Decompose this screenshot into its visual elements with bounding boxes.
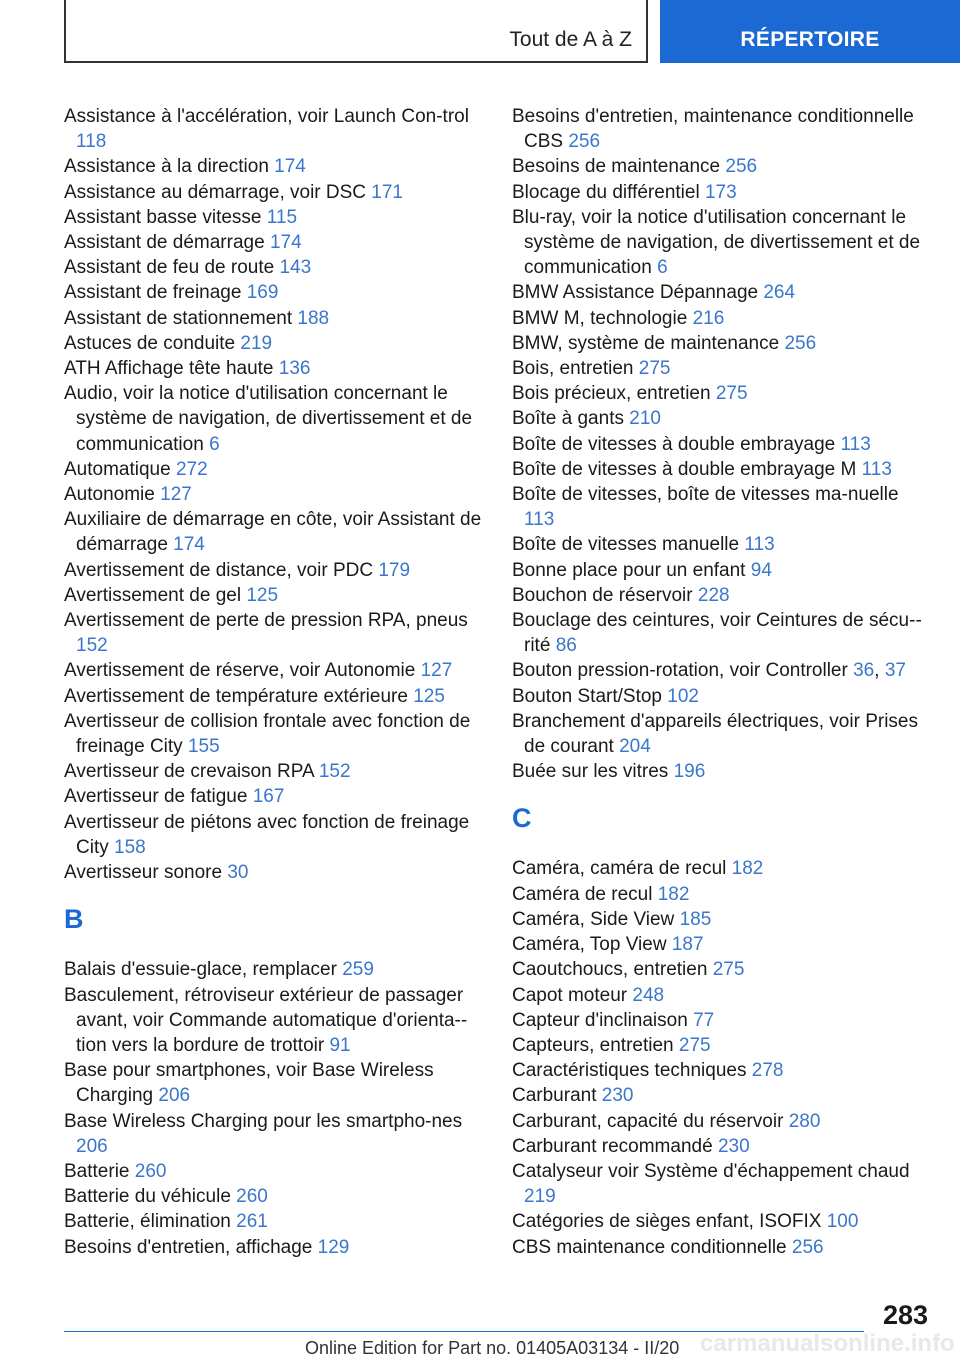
index-entry [512,482,927,532]
index-entry-term: Boîte de vitesses, boîte de vitesses ma-nuelle [512,484,899,506]
index-entry [512,1083,927,1108]
index-entry-term: ATH Affichage tête haute [64,358,279,380]
index-entry-term: BMW, système de maintenance [512,332,785,354]
index-entry [64,784,484,809]
index-entry-term: Capteurs, entretien [512,1034,679,1056]
index-entry [64,1235,484,1260]
index-entry [512,1033,927,1058]
index-entry-term: Besoins d'entretien, affichage [64,1236,318,1258]
index-entry-term: Bouton pression-rotation, voir Controller [512,660,854,682]
index-entry-term: BMW M, technologie [512,307,693,329]
index-entry-term: Carburant [512,1085,602,1107]
page-reference-link[interactable]: 256 [568,131,601,153]
index-entry-term: Base Wireless Charging pour les smartpho-nes [64,1110,463,1132]
page-reference-link[interactable]: 127 [160,484,192,506]
index-entry [64,255,484,280]
index-entry-term: Assistance à l'accélération, voir Launch Con-trol [64,106,469,127]
index-entry [512,957,927,982]
page-reference-link[interactable]: 174 [173,534,205,556]
page-reference-link[interactable]: 91 [329,1034,351,1056]
index-column-right [512,104,927,1260]
index-entry [64,230,484,255]
page-reference-link[interactable]: 275 [678,1034,711,1056]
index-entry-term: Bouchon de réservoir [512,584,698,606]
page-reference-link[interactable]: 278 [751,1060,784,1082]
index-entry [64,759,484,784]
page-reference-link[interactable]: 210 [629,408,661,430]
index-entry [512,381,927,406]
index-entry-term: Caméra, Side View [512,908,680,930]
index-entry [512,180,927,205]
page-reference-link[interactable]: 260 [236,1186,268,1208]
index-entry-term: Caméra de recul [512,883,658,905]
page-reference-link[interactable]: 30 [227,862,249,884]
index-entry [512,306,927,331]
page-number: 283 [882,1300,928,1330]
index-entry-term: Base pour smartphones, voir Base Wireless Charging [64,1060,434,1107]
index-entry-term: Avertisseur de collision frontale avec fonction de freinage City [64,710,471,758]
page-reference-link[interactable]: 6 [209,433,220,455]
index-entry-term: Besoins de maintenance [512,156,726,178]
index-entry [64,180,484,205]
page-reference-link[interactable]: 185 [679,908,712,930]
page-reference-link[interactable]: 272 [175,458,208,480]
index-entry [64,154,484,179]
index-entry-term: Blu-ray, voir la notice d'utilisation concernant le système de navigation, de divertissement et de communication [512,206,921,279]
page-reference-link[interactable]: 37 [884,660,906,682]
index-entry-term: Avertissement de température extérieure [64,685,414,707]
index-entry [512,457,927,482]
page-reference-link[interactable]: 280 [788,1110,821,1132]
index-entry-term: Batterie, élimination [64,1211,237,1233]
index-letter-heading: B [64,904,84,935]
page-reference-link[interactable]: 125 [246,584,279,606]
tab-repertoire[interactable]: RÉPERTOIRE [740,28,880,51]
index-entry [64,356,484,381]
header-tab-box[interactable] [660,0,960,63]
page-reference-link[interactable]: 206 [158,1085,191,1107]
index-entry-term: Carburant, capacité du réservoir [512,1110,789,1132]
index-entry-term: Capteur d'inclinaison [512,1009,694,1031]
index-entry [64,709,484,759]
index-entry [512,1159,927,1209]
index-entry [64,1159,484,1184]
page-reference-link[interactable]: 219 [240,332,273,354]
index-entry [512,1058,927,1083]
index-entry [512,532,927,557]
index-entry [512,406,927,431]
index-entry [512,583,927,608]
page-reference-link[interactable]: 179 [378,559,411,581]
page-reference-link[interactable]: 100 [826,1211,859,1233]
index-entry [64,860,484,885]
index-entry [64,1209,484,1234]
index-entry-term: Batterie [64,1160,135,1182]
index-entry [512,709,927,759]
page-reference-link[interactable]: 216 [692,307,725,329]
page-reference-link[interactable]: 136 [278,358,311,380]
page-reference-link[interactable]: 174 [274,156,306,178]
page-reference-link[interactable]: 260 [134,1160,167,1182]
index-entry [512,1235,927,1260]
page-reference-link[interactable]: 113 [840,433,871,455]
page-reference-link[interactable]: 230 [717,1135,750,1157]
index-entry [512,759,927,784]
page-reference-link[interactable]: 188 [297,307,330,329]
index-entry [512,154,927,179]
index-entry-term: Caractéristiques techniques [512,1060,752,1082]
index-entry-term: Avertissement de gel [64,584,247,606]
index-letter-heading: C [512,803,532,834]
index-entry-term: Blocage du différentiel [512,181,705,203]
page-reference-link[interactable]: 275 [712,959,745,981]
page-reference-link[interactable]: 261 [236,1211,268,1233]
index-entry [512,104,927,154]
index-entry [512,907,927,932]
index-entry [64,280,484,305]
page-reference-link[interactable]: 152 [318,761,351,783]
header-section-box [64,0,648,63]
footer-edition: Online Edition for Part no. 01405A03134 - II/20 [305,1338,680,1358]
page-reference-link[interactable]: 143 [279,257,312,279]
page-reference-link[interactable]: 127 [420,660,453,682]
index-entry-term: Bouclage des ceintures, voir Ceintures de sécu-rité [512,610,922,657]
page-reference-link[interactable]: 196 [673,761,706,783]
index-entry-term: Assistant basse vitesse [64,206,267,228]
index-entry-term: Bois, entretien [512,358,639,380]
index-entry-term: Assistant de stationnement [64,307,298,329]
page-reference-link[interactable]: 113 [744,534,775,556]
page-reference-link[interactable]: 158 [114,836,146,858]
page-reference-link[interactable]: 118 [76,131,107,153]
index-entry [512,882,927,907]
page-reference-link[interactable]: 187 [671,934,704,956]
page-reference-link[interactable]: 264 [763,282,796,304]
index-entry [64,583,484,608]
index-entry [64,482,484,507]
index-entry-term: Catégories de sièges enfant, ISOFIX [512,1211,827,1233]
page-reference-link[interactable]: 155 [187,736,220,758]
page-reference-link[interactable]: 182 [731,858,764,880]
index-entry-term: Auxiliaire de démarrage en côte, voir Assistant de démarrage [64,509,482,556]
index-entry-term: Avertissement de distance, voir PDC [64,559,379,581]
page-reference-link[interactable]: 256 [725,156,758,178]
page-reference-link[interactable]: 230 [601,1085,634,1107]
index-entry [64,658,484,683]
index-entry-term: Batterie du véhicule [64,1186,237,1208]
index-entry [512,983,927,1008]
section-title: Tout de A à Z [509,28,632,51]
watermark: carmanualsonline.info [700,1330,955,1357]
page-reference-link[interactable]: 115 [266,206,298,228]
index-entry [512,205,927,281]
index-entry [64,104,484,154]
index-entry-term: Boîte à gants [512,408,630,430]
index-entry-term: Carburant recommandé [512,1135,718,1157]
index-entry [64,306,484,331]
index-entry-term: Assistant de feu de route [64,257,280,279]
index-entry-term: Assistant de freinage [64,282,247,304]
index-entry [64,205,484,230]
index-entry [512,280,927,305]
page-reference-link[interactable]: 171 [371,181,403,203]
page-reference-link[interactable]: 36 [853,660,875,682]
index-entry [512,932,927,957]
index-entry-term: Autonomie [64,484,161,506]
index-entry-term: Caoutchoucs, entretien [512,959,713,981]
index-entry-term: Avertisseur sonore [64,862,228,884]
page-reference-link[interactable]: 167 [252,786,285,808]
index-entry [64,1058,484,1108]
index-entry-term: Avertissement de réserve, voir Autonomie [64,660,421,682]
index-entry [512,684,927,709]
index-column-left [64,104,484,1260]
page-reference-link[interactable]: 152 [76,635,108,657]
index-entry-term: Avertisseur de fatigue [64,786,253,808]
page-reference-link[interactable]: 259 [342,959,374,981]
page-reference-link[interactable]: 77 [693,1009,715,1031]
index-entry [64,331,484,356]
page-reference-link[interactable]: 129 [317,1236,350,1258]
index-entry [64,684,484,709]
page-reference-link[interactable]: 219 [524,1186,556,1208]
index-entry [512,1008,927,1033]
page-reference-link[interactable]: 228 [697,584,730,606]
index-entry-term: CBS maintenance conditionnelle [512,1236,792,1258]
index-entry [64,810,484,860]
index-entry [64,957,484,982]
page-reference-link[interactable]: 248 [632,984,665,1006]
index-entry [512,356,927,381]
index-entry-term: Basculement, rétroviseur extérieur de passager avant, voir Commande automatique d'orienta-tion vers la bordure de trottoir [64,984,468,1056]
index-entry [512,331,927,356]
index-entry-term: Bonne place pour un enfant [512,559,751,581]
index-entry-term: Besoins d'entretien, maintenance conditionnelle CBS [512,106,914,153]
index-entry-term: Boîte de vitesses manuelle [512,534,745,556]
page-reference-link[interactable]: 275 [638,358,671,380]
index-entry-term: Caméra, Top View [512,934,672,956]
index-entry [512,558,927,583]
index-entry [64,507,484,557]
index-entry-term: Bouton Start/Stop [512,685,668,707]
index-entry [64,1184,484,1209]
page-reference-link[interactable]: 6 [657,257,668,279]
page-reference-link[interactable]: 173 [704,181,737,203]
index-entry-term: Astuces de conduite [64,332,241,354]
page-reference-link[interactable]: 94 [750,559,772,581]
index-entry-term: Assistance à la direction [64,156,275,178]
index-entry [512,1109,927,1134]
index-entry-term: Balais d'essuie-glace, remplacer [64,959,343,981]
page-reference-link[interactable]: 169 [246,282,279,304]
index-entry [64,983,484,1059]
page-reference-link[interactable]: 174 [269,232,302,254]
page-reference-link[interactable]: 113 [524,509,555,531]
index-entry [64,608,484,658]
page-reference-link[interactable]: 113 [861,458,892,480]
index-entry-term: Branchement d'appareils électriques, voir Prises de courant [512,710,918,758]
index-entry [512,1209,927,1234]
index-entry-term: Capot moteur [512,984,633,1006]
index-entry-term: BMW Assistance Dépannage [512,282,764,304]
index-entry [64,381,484,457]
page-reference-link[interactable]: 182 [657,883,690,905]
index-entry-term: Avertissement de perte de pression RPA, pneus [64,610,468,632]
index-entry [64,457,484,482]
page-reference-link[interactable]: 206 [76,1135,108,1157]
index-entry [512,608,927,658]
index-entry-term: Boîte de vitesses à double embrayage [512,433,841,455]
index-entry-term: Assistant de démarrage [64,232,270,254]
index-entry-term: Avertisseur de crevaison RPA [64,761,319,783]
index-entry-term: Caméra, caméra de recul [512,858,732,880]
index-entry [512,1134,927,1159]
page-reference-link[interactable]: 86 [555,635,577,657]
page-reference-link[interactable]: 102 [667,685,699,707]
index-entry [64,1109,484,1159]
page-reference-link[interactable]: 125 [413,685,445,707]
index-entry-term: Audio, voir la notice d'utilisation concernant le système de navigation, de divertissement et de communication [64,383,473,455]
index-entry [512,856,927,881]
page-reference-link[interactable]: 256 [784,332,817,354]
page-reference-link[interactable]: 256 [791,1236,824,1258]
index-entry-term: Avertisseur de piétons avec fonction de freinage City [64,811,470,858]
index-entry-term: Automatique [64,458,176,480]
index-entry-term: Buée sur les vitres [512,761,674,783]
index-entry-term: Bois précieux, entretien [512,383,716,405]
index-entry-term: Boîte de vitesses à double embrayage M [512,458,862,480]
index-entry [64,558,484,583]
page-reference-link[interactable]: 204 [619,736,651,758]
page-reference-link[interactable]: 275 [715,383,748,405]
index-entry: Bouton pression-rotation, voir Controller 36, 37 [512,660,906,682]
index-entry-term: Catalyseur voir Système d'échappement chaud [512,1160,910,1182]
index-entry-term: Assistance au démarrage, voir DSC [64,181,372,203]
index-entry [512,432,927,457]
